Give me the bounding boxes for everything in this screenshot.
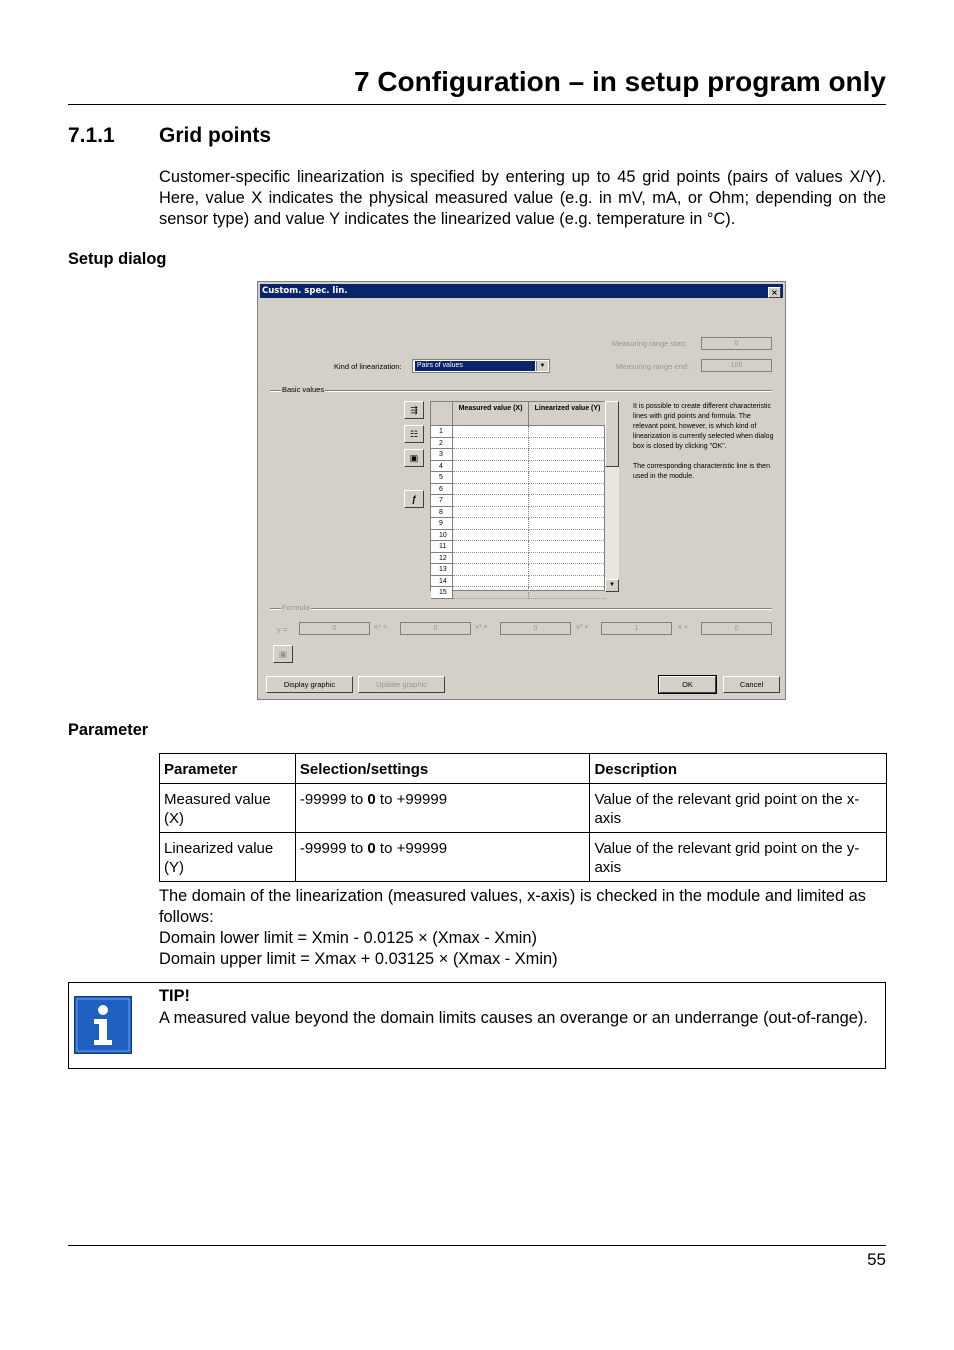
- range-max: to +99999: [375, 840, 448, 857]
- grid-cell-y[interactable]: [529, 461, 606, 473]
- grid-cell-y[interactable]: [529, 449, 606, 461]
- grid-row-number: 5: [431, 472, 453, 484]
- grid-cell-x[interactable]: [453, 564, 529, 576]
- table-header: Parameter: [160, 754, 296, 784]
- grid-row-number: 13: [431, 564, 453, 576]
- range-default: 0: [367, 791, 376, 808]
- grid-cell-x[interactable]: [453, 518, 529, 530]
- grid-row-number: 6: [431, 484, 453, 496]
- tip-text: A measured value beyond the domain limits causes an overange or an underrange (out-of-range).: [159, 1009, 868, 1027]
- range-min: -99999 to: [299, 791, 368, 808]
- domain-upper: Domain upper limit = Xmax + 0.03125 × (Xmax - Xmin): [159, 950, 558, 968]
- grid-cell-y[interactable]: [529, 495, 606, 507]
- table-cell: [295, 784, 590, 833]
- grid-cell-y[interactable]: [529, 587, 606, 599]
- parameter-heading: Parameter: [68, 721, 149, 739]
- table-row[interactable]: [431, 472, 606, 484]
- table-header: Description: [590, 754, 887, 784]
- table-row[interactable]: [431, 576, 606, 588]
- grid-row-number: 10: [431, 530, 453, 542]
- footer-rule: [68, 1245, 886, 1246]
- info-icon: [74, 996, 132, 1054]
- table-row: [160, 784, 887, 833]
- table-row[interactable]: [431, 461, 606, 473]
- grid-cell-y[interactable]: [529, 426, 606, 438]
- grid-row-number: 14: [431, 576, 453, 588]
- range-start-field[interactable]: 0: [701, 337, 772, 350]
- formula-x2-label: x² +: [576, 622, 589, 631]
- cancel-button[interactable]: Cancel: [723, 676, 780, 693]
- table-cell: Value of the relevant grid point on the y-axis: [590, 833, 887, 882]
- grid-row-number: 15: [431, 587, 453, 599]
- delete-row-icon[interactable]: ☷: [404, 425, 424, 443]
- grid-cell-x[interactable]: [453, 438, 529, 450]
- kind-label: Kind of linearization:: [334, 362, 402, 371]
- formula-x1-label: x +: [678, 622, 689, 631]
- grid-corner: [431, 402, 453, 426]
- grid-row-number: 8: [431, 507, 453, 519]
- update-graphic-button[interactable]: Update graphic: [358, 676, 445, 693]
- insert-row-icon[interactable]: ⇶: [404, 401, 424, 419]
- kind-value: Pairs of values: [415, 361, 535, 371]
- grid-cell-y[interactable]: [529, 530, 606, 542]
- ok-button[interactable]: OK: [659, 676, 716, 693]
- tip-title: TIP!: [159, 987, 190, 1005]
- table-row[interactable]: [431, 426, 606, 438]
- grid-cell-y[interactable]: [529, 564, 606, 576]
- display-graphic-button[interactable]: Display graphic: [266, 676, 353, 693]
- info-text-2: The corresponding characteristic line is then used in the module.: [633, 463, 770, 480]
- chapter-title: 7 Configuration – in setup program only: [353, 66, 886, 97]
- kind-select[interactable]: [412, 359, 550, 373]
- section-title: Grid points: [159, 124, 271, 147]
- grid-row-number: 1: [431, 426, 453, 438]
- table-row: [160, 833, 887, 882]
- dialog-info-text: [633, 402, 775, 482]
- chevron-down-icon[interactable]: ▼: [536, 361, 548, 371]
- grid-cell-y[interactable]: [529, 553, 606, 565]
- coef-a2-field[interactable]: 0: [500, 622, 571, 635]
- grid-cell-y[interactable]: [529, 507, 606, 519]
- grid-scroll-thumb[interactable]: [605, 401, 619, 467]
- graphic-icon[interactable]: ▣: [404, 449, 424, 467]
- grid-row-number: 4: [431, 461, 453, 473]
- formula-y-label: y =: [277, 625, 288, 634]
- range-end-label: Measuring range end:: [616, 362, 689, 371]
- range-default: 0: [367, 840, 376, 857]
- table-row[interactable]: [431, 507, 606, 519]
- grid-cell-y[interactable]: [529, 576, 606, 588]
- coef-a1-field[interactable]: 1: [601, 622, 672, 635]
- domain-text: [159, 886, 886, 970]
- range-min: -99999 to: [299, 840, 368, 857]
- coef-a4-field[interactable]: 0: [299, 622, 370, 635]
- table-row[interactable]: [431, 553, 606, 565]
- grid-row-number: 7: [431, 495, 453, 507]
- grid-cell-x[interactable]: [453, 507, 529, 519]
- table-cell: Linearized value (Y): [160, 833, 296, 882]
- grid-row-number: 11: [431, 541, 453, 553]
- range-end-field[interactable]: 100: [701, 359, 772, 372]
- table-row[interactable]: [431, 530, 606, 542]
- grid-cell-x[interactable]: [453, 426, 529, 438]
- domain-intro: The domain of the linearization (measured values, x-axis) is checked in the module and limited as follows:: [159, 887, 866, 926]
- table-row[interactable]: [431, 564, 606, 576]
- grid-cell-x[interactable]: [453, 472, 529, 484]
- grid-cell-x[interactable]: [453, 495, 529, 507]
- table-header: Selection/settings: [295, 754, 590, 784]
- formula-graphic-icon[interactable]: ▣: [273, 645, 293, 663]
- formula-x4-label: x⁴ +: [374, 622, 388, 631]
- basic-values-label: Basic values: [282, 385, 325, 394]
- table-row[interactable]: [431, 438, 606, 450]
- grid-row-number: 2: [431, 438, 453, 450]
- info-text-1: It is possible to create different characteristic lines with grid points and formula. The relevant point, however, is which kind of linearization is currently selected when dialog box is closed by clicking "OK".: [633, 403, 774, 450]
- grid-cell-y[interactable]: [529, 438, 606, 450]
- coef-a3-field[interactable]: 0: [400, 622, 471, 635]
- section-intro: Customer-specific linearization is specified by entering up to 45 grid points (pairs of values X/Y). Here, value X indicates the physical measured value (e.g. in mV, mA, or Ohm; depending on the sensor type) and value Y indicates the linearized value (e.g. temperature in °C).: [159, 168, 886, 228]
- formula-x3-label: x³ +: [475, 622, 488, 631]
- formula-icon[interactable]: ƒ: [404, 490, 424, 508]
- table-row[interactable]: [431, 587, 606, 599]
- section-number: 7.1.1: [68, 124, 115, 147]
- table-cell: Measured value (X): [160, 784, 296, 833]
- domain-lower: Domain lower limit = Xmin - 0.0125 × (Xmax - Xmin): [159, 929, 538, 947]
- table-row[interactable]: [431, 449, 606, 461]
- grid-cell-x[interactable]: [453, 587, 529, 599]
- grid-cell-x[interactable]: [453, 541, 529, 553]
- grid-cell-x[interactable]: [453, 449, 529, 461]
- basic-values-divider: [270, 390, 772, 392]
- table-cell: [295, 833, 590, 882]
- dialog-title: Custom. spec. lin.: [262, 286, 348, 296]
- grid-col-x: Measured value (X): [453, 402, 529, 426]
- table-row[interactable]: [431, 484, 606, 496]
- table-header-row: [160, 754, 887, 784]
- table-cell: Value of the relevant grid point on the x-axis: [590, 784, 887, 833]
- header-rule: [68, 104, 886, 105]
- grid-cell-x[interactable]: [453, 484, 529, 496]
- table-row[interactable]: [431, 541, 606, 553]
- formula-divider: [270, 608, 772, 610]
- table-row[interactable]: [431, 495, 606, 507]
- grid-cell-x[interactable]: [453, 553, 529, 565]
- page-number: 55: [867, 1250, 886, 1269]
- coef-a0-field[interactable]: 0: [701, 622, 772, 635]
- grid-row-number: 3: [431, 449, 453, 461]
- scroll-down-icon[interactable]: ▼: [605, 579, 619, 592]
- close-icon[interactable]: ×: [768, 287, 781, 298]
- range-max: to +99999: [375, 791, 448, 808]
- grid-row-number: 9: [431, 518, 453, 530]
- grid-row-number: 12: [431, 553, 453, 565]
- grid-cell-x[interactable]: [453, 576, 529, 588]
- parameter-table: [159, 753, 887, 882]
- grid-col-y: Linearized value (Y): [529, 402, 606, 426]
- grid-cell-x[interactable]: [453, 530, 529, 542]
- grid-cell-y[interactable]: [529, 518, 606, 530]
- grid-cell-y[interactable]: [529, 472, 606, 484]
- dialog-titlebar: [260, 284, 783, 298]
- setup-dialog-heading: Setup dialog: [68, 250, 167, 268]
- grid-points-table[interactable]: [430, 401, 605, 596]
- grid-cell-x[interactable]: [453, 461, 529, 473]
- range-start-label: Measuring range start:: [612, 339, 688, 348]
- formula-label: Formula: [282, 603, 310, 612]
- table-row[interactable]: [431, 518, 606, 530]
- grid-cell-y[interactable]: [529, 484, 606, 496]
- grid-cell-y[interactable]: [529, 541, 606, 553]
